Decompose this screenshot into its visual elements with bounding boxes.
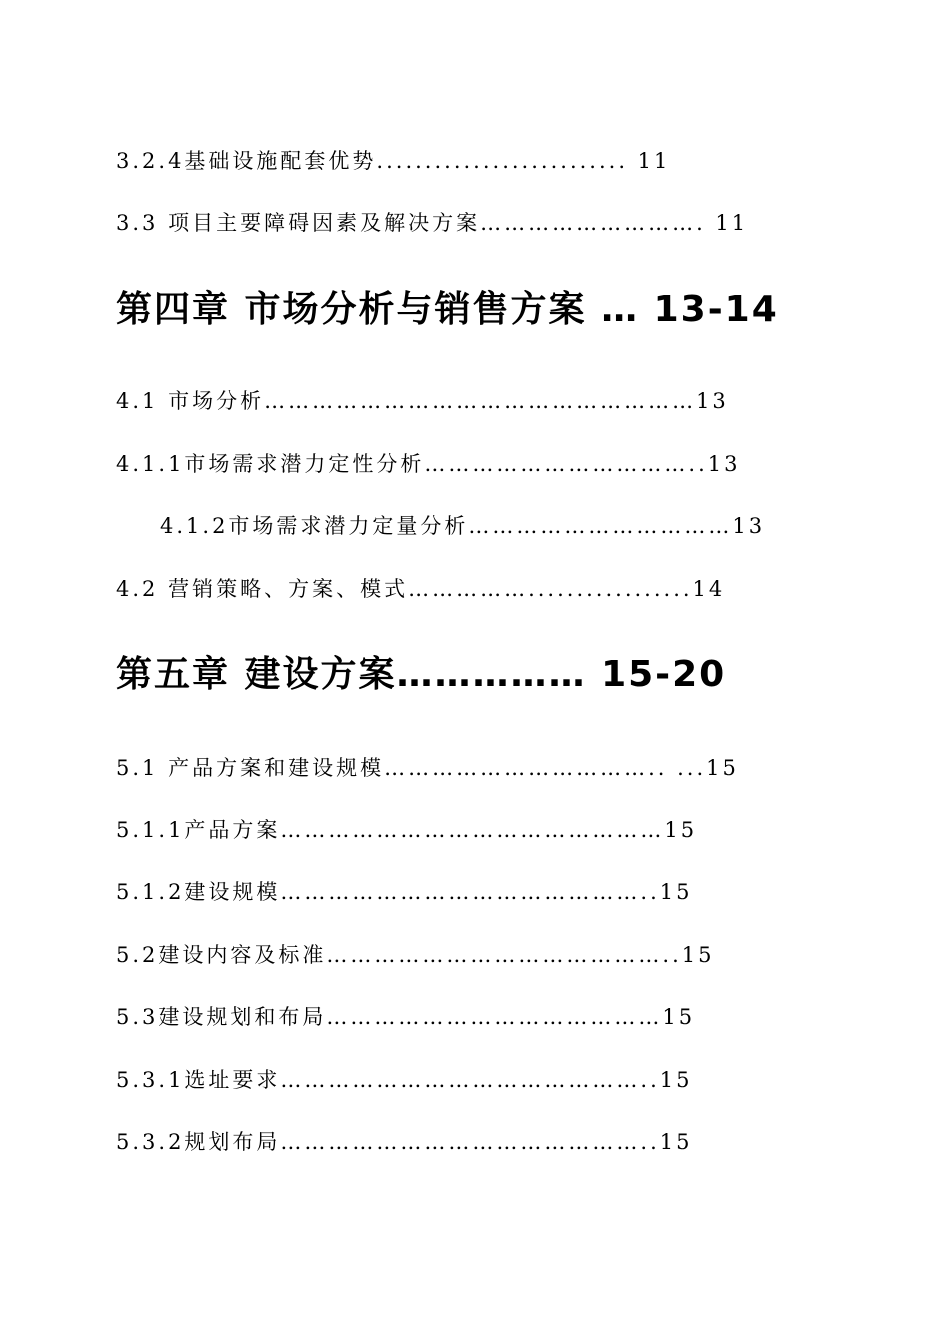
toc-entry-3-3: 3.3 项目主要障碍因素及解决方案………………………. 11 bbox=[116, 211, 749, 235]
toc-entry-5-3-1: 5.3.1选址要求………………………………………..15 bbox=[116, 1068, 693, 1092]
toc-entry-3-2-4: 3.2.4基础设施配套优势.......................... 11 bbox=[116, 149, 671, 173]
toc-entry-5-1-2: 5.1.2建设规模………………………………………..15 bbox=[116, 880, 693, 904]
chapter-4-heading: 第四章 市场分析与销售方案 … 13-14 bbox=[116, 289, 779, 330]
toc-entry-5-2: 5.2建设内容及标准……………………………………..15 bbox=[116, 943, 715, 967]
chapter-5-heading: 第五章 建设方案…………… 15-20 bbox=[116, 654, 727, 695]
toc-entry-4-1: 4.1 市场分析………………………………………………13 bbox=[116, 389, 729, 413]
toc-entry-5-3-2: 5.3.2规划布局………………………………………..15 bbox=[116, 1130, 693, 1154]
toc-entry-5-1: 5.1 产品方案和建设规模…………………………….. ...15 bbox=[116, 756, 739, 780]
toc-entry-4-1-1: 4.1.1市场需求潜力定性分析……………………………..13 bbox=[116, 452, 741, 476]
toc-entry-4-2: 4.2 营销策略、方案、模式…………….................14 bbox=[116, 577, 726, 601]
toc-entry-5-3: 5.3建设规划和布局……………………………………15 bbox=[116, 1005, 696, 1029]
toc-entry-5-1-1: 5.1.1产品方案…………………………………………15 bbox=[116, 818, 698, 842]
toc-entry-4-1-2: 4.1.2市场需求潜力定量分析……………………………13 bbox=[160, 514, 766, 538]
